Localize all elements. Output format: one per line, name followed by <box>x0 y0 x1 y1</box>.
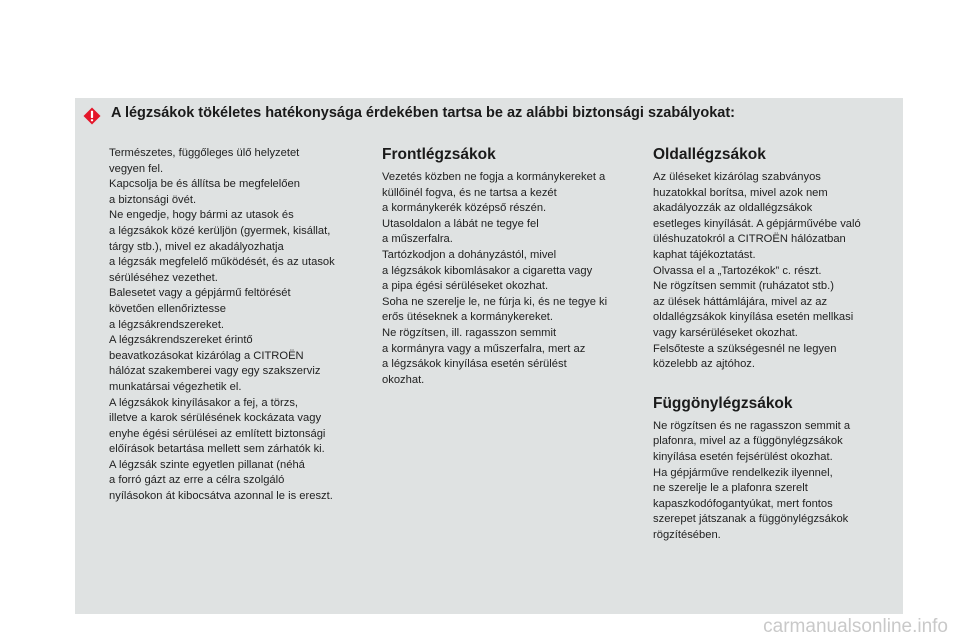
frontal-rule-line: a légzsákok kinyílása esetén sérülést <box>382 358 567 371</box>
curtain-airbags-title: Függönylégzsákok <box>653 394 793 412</box>
general-rule-line: Természetes, függőleges ülő helyzetet <box>109 147 300 159</box>
general-rule-line: Balesetet vagy a gépjármű feltörését <box>109 287 291 300</box>
watermark: carmanualsonline.info <box>763 616 948 637</box>
frontal-rule-line: a kormánykerék középső részén. <box>382 202 547 215</box>
curtain-rule-line: plafonra, mivel az a függönylégzsákok <box>653 435 843 448</box>
curtain-rule-line: Ne rögzítsen és ne ragasszon semmit a <box>653 419 851 432</box>
side-rule-line: Olvassa el a „Tartozékok” c. részt. <box>653 264 822 277</box>
general-rule-line: sérüléséhez vezethet. <box>109 271 218 284</box>
general-rule-line: a légzsákok közé kerüljön (gyermek, kisállat, <box>109 224 331 237</box>
side-rule-line: huzatokkal borítsa, mivel azok nem <box>653 186 828 199</box>
general-rule-line: beavatkozásokat kizárólag a CITROËN <box>109 349 304 362</box>
general-rules-column <box>109 146 335 505</box>
page-heading: A légzsákok tökéletes hatékonysága érdekében tartsa be az alábbi biztonsági szabályokat: <box>111 105 735 121</box>
general-rule-line: a légzsák megfelelő működését, és az utasok <box>109 256 335 269</box>
frontal-rule-line: Soha ne szerelje le, ne fúrja ki, és ne tegye ki <box>382 295 608 308</box>
general-rule-line: tárgy stb.), mivel ez akadályozhatja <box>109 240 284 253</box>
frontal-rule-line: küllőinél fogva, és ne tartsa a kezét <box>382 186 557 199</box>
general-rule-line: a légzsákrendszereket. <box>109 318 225 331</box>
side-airbags-text <box>653 170 861 373</box>
exclamation-warning-icon <box>83 107 101 125</box>
general-rule-line: A légzsákrendszereket érintő <box>109 334 253 347</box>
frontal-airbags-title: Frontlégzsákok <box>382 146 496 163</box>
frontal-rule-line: Vezetés közben ne fogja a kormánykereket a <box>382 171 606 183</box>
frontal-rule-line: Ne rögzítsen, ill. ragasszon semmit <box>382 326 557 339</box>
side-airbags-title: Oldallégzsákok <box>653 146 766 163</box>
curtain-rule-line: kinyílása esetén fejsérülést okozhat. <box>653 450 833 463</box>
side-rule-line: közelebb az ajtóhoz. <box>653 358 755 371</box>
general-rule-line: követően ellenőriztesse <box>109 302 226 315</box>
general-rule-line: A légzsák szinte egyetlen pillanat (néhá <box>109 458 305 471</box>
frontal-rule-line: a légzsákok kibomlásakor a cigaretta vagy <box>382 264 593 277</box>
curtain-airbags-text <box>653 419 861 544</box>
general-rule-line: előírások betartása mellett sem zárhatók ki. <box>109 443 325 456</box>
curtain-rule-line: Ha gépjárműve rendelkezik ilyennel, <box>653 466 833 479</box>
side-rule-line: kaphat tájékoztatást. <box>653 248 756 261</box>
side-rule-line: Az üléseket kizárólag szabványos <box>653 171 821 183</box>
general-rule-line: illetve a karok sérülésének kockázata vagy <box>109 412 322 425</box>
side-rule-line: Ne rögzítsen semmit (ruházatot stb.) <box>653 280 834 293</box>
general-rule-line: enyhe égési sérülései az említett biztonsági <box>109 427 326 440</box>
general-rule-line: Kapcsolja be és állítsa be megfelelően <box>109 178 300 191</box>
curtain-rule-line: ne szerelje le a plafonra szerelt <box>653 482 808 495</box>
side-rule-line: esetleges kinyílását. A gépjárművébe való <box>653 217 861 230</box>
frontal-airbags-text <box>382 170 607 388</box>
general-rule-line: Ne engedje, hogy bármi az utasok és <box>109 209 294 222</box>
frontal-rule-line: Utasoldalon a lábát ne tegye fel <box>382 217 539 230</box>
general-rule-line: vegyen fel. <box>109 162 164 175</box>
frontal-rule-line: erős ütéseknek a kormánykereket. <box>382 311 554 324</box>
frontal-rule-line: Tartózkodjon a dohányzástól, mivel <box>382 248 557 261</box>
side-rule-line: üléshuzatokról a CITROËN hálózatban <box>653 233 846 246</box>
general-rule-line: munkatársai végezhetik el. <box>109 380 242 393</box>
side-rule-line: oldallégzsákok kinyílása esetén mellkasi <box>653 311 854 324</box>
frontal-airbags-column <box>382 146 607 388</box>
general-rule-line: A légzsákok kinyílásakor a fej, a törzs, <box>109 396 299 409</box>
side-curtain-column <box>653 146 861 543</box>
side-rule-line: vagy karsérüléseket okozhat. <box>653 326 798 339</box>
side-rule-line: Felsőteste a szükségesnél ne legyen <box>653 342 837 355</box>
frontal-rule-line: okozhat. <box>382 373 425 386</box>
curtain-rule-line: rögzítésében. <box>653 528 721 541</box>
curtain-rule-line: szerepet játszanak a függönylégzsákok <box>653 513 849 526</box>
side-rule-line: akadályozzák az oldallégzsákok <box>653 202 813 215</box>
general-rule-line: hálózat szakemberei vagy egy szakszerviz <box>109 365 321 378</box>
curtain-rule-line: kapaszkodófogantyúkat, mert fontos <box>653 497 833 510</box>
side-rule-line: az ülések háttámlájára, mivel az az <box>653 295 828 308</box>
general-rule-line: a biztonsági övét. <box>109 193 197 206</box>
frontal-rule-line: a pipa égési sérüléseket okozhat. <box>382 280 549 293</box>
frontal-rule-line: a kormányra vagy a műszerfalra, mert az <box>382 342 586 355</box>
frontal-rule-line: a műszerfalra. <box>382 233 453 246</box>
general-rule-line: a forró gázt az erre a célra szolgáló <box>109 474 285 487</box>
general-rule-line: nyílásokon át kibocsátva azonnal le is ereszt. <box>109 490 333 503</box>
